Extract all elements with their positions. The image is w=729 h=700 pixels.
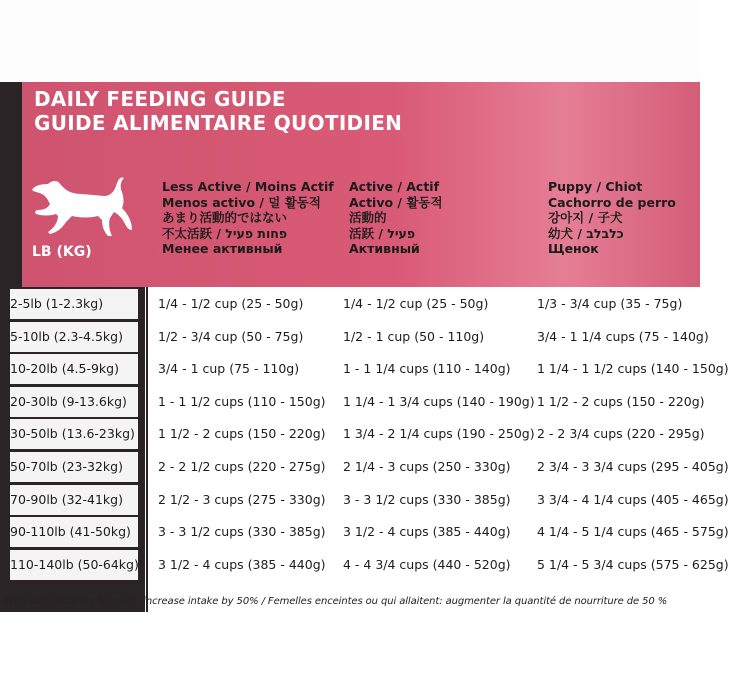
portion-cell-less-active: 1 1/2 - 2 cups (150 - 220g)	[158, 426, 326, 441]
column-header-line: Activo / 활동적	[349, 194, 443, 210]
weight-column-header: LB (KG)	[32, 244, 92, 260]
portion-cell-active: 1 1/4 - 1 3/4 cups (140 - 190g)	[343, 394, 535, 409]
portion-cell-puppy: 2 3/4 - 3 3/4 cups (295 - 405g)	[537, 459, 729, 474]
weight-range-label: 70-90lb (32-41kg)	[10, 485, 138, 515]
portion-cell-puppy: 5 1/4 - 5 3/4 cups (575 - 625g)	[537, 557, 729, 572]
column-header-line: Active / Actif	[349, 179, 440, 194]
feeding-guide-header	[22, 82, 700, 287]
column-header-line: あまり活動的ではない	[162, 210, 288, 225]
top-margin	[0, 0, 700, 82]
column-header-line: 活動的	[349, 210, 387, 225]
weight-range-label: 110-140lb (50-64kg)	[10, 550, 138, 580]
portion-cell-puppy: 1 1/4 - 1 1/2 cups (140 - 150g)	[537, 361, 729, 376]
title-french: GUIDE ALIMENTAIRE QUOTIDIEN	[34, 111, 403, 135]
portion-cell-less-active: 2 1/2 - 3 cups (275 - 330g)	[158, 492, 326, 507]
portion-cell-less-active: 3 - 3 1/2 cups (330 - 385g)	[158, 524, 326, 539]
column-divider	[140, 287, 143, 612]
column-header-line: Puppy / Chiot	[548, 179, 643, 194]
portion-cell-active: 1/4 - 1/2 cup (25 - 50g)	[343, 296, 489, 311]
portion-cell-active: 4 - 4 3/4 cups (440 - 520g)	[343, 557, 511, 572]
weight-range-label: 10-20lb (4.5-9kg)	[10, 354, 138, 384]
portion-cell-puppy: 2 - 2 3/4 cups (220 - 295g)	[537, 426, 705, 441]
column-header-line: Cachorro de perro	[548, 194, 676, 210]
weight-range-label: 90-110lb (41-50kg)	[10, 517, 138, 547]
column-header-puppy	[548, 179, 676, 257]
column-header-less-active	[162, 179, 334, 257]
portion-cell-less-active: 1/2 - 3/4 cup (50 - 75g)	[158, 329, 304, 344]
portion-cell-active: 1 - 1 1/4 cups (110 - 140g)	[343, 361, 511, 376]
portion-cell-puppy: 1 1/2 - 2 cups (150 - 220g)	[537, 394, 705, 409]
column-header-line: 活跃 / פעיל	[349, 225, 416, 241]
column-header-line: Активный	[349, 241, 420, 256]
title-english: DAILY FEEDING GUIDE	[34, 87, 286, 111]
portion-cell-active: 3 - 3 1/2 cups (330 - 385g)	[343, 492, 511, 507]
column-header-line: Menos activo / 덜 활동적	[162, 194, 321, 210]
dog-icon	[28, 170, 136, 242]
bottom-margin	[0, 612, 700, 700]
column-header-active	[349, 179, 443, 257]
weight-range-label: 50-70lb (23-32kg)	[10, 452, 138, 482]
portion-cell-active: 3 1/2 - 4 cups (385 - 440g)	[343, 524, 511, 539]
portion-cell-less-active: 3 1/2 - 4 cups (385 - 440g)	[158, 557, 326, 572]
weight-range-label: 2-5lb (1-2.3kg)	[10, 289, 138, 319]
column-header-line: 幼犬 / כלבלב	[548, 225, 624, 241]
column-header-line: Щенок	[548, 241, 599, 256]
footnote: Pregnant/lactating females: increase intake by 50% / Femelles enceintes ou qui allaitent: augmenter la quantité de nourriture de 50 %	[4, 596, 668, 607]
column-header-line: 不太活跃 / פחות פעיל	[162, 225, 288, 241]
column-divider	[146, 287, 148, 612]
portion-cell-less-active: 3/4 - 1 cup (75 - 110g)	[158, 361, 300, 376]
column-header-line: Менее активный	[162, 241, 283, 256]
column-header-line: Less Active / Moins Actif	[162, 179, 334, 194]
weight-range-label: 20-30lb (9-13.6kg)	[10, 387, 138, 417]
portion-cell-puppy: 4 1/4 - 5 1/4 cups (465 - 575g)	[537, 524, 729, 539]
portion-cell-active: 1/2 - 1 cup (50 - 110g)	[343, 329, 485, 344]
portion-cell-puppy: 3 3/4 - 4 1/4 cups (405 - 465g)	[537, 492, 729, 507]
column-header-line: 강아지 / 子犬	[548, 210, 623, 225]
weight-range-label: 5-10lb (2.3-4.5kg)	[10, 322, 138, 352]
weight-range-label: 30-50lb (13.6-23kg)	[10, 419, 138, 449]
portion-cell-puppy: 1/3 - 3/4 cup (35 - 75g)	[537, 296, 683, 311]
portion-cell-less-active: 1 - 1 1/2 cups (110 - 150g)	[158, 394, 326, 409]
portion-cell-less-active: 2 - 2 1/2 cups (220 - 275g)	[158, 459, 326, 474]
portion-cell-active: 2 1/4 - 3 cups (250 - 330g)	[343, 459, 511, 474]
portion-cell-less-active: 1/4 - 1/2 cup (25 - 50g)	[158, 296, 304, 311]
portion-cell-active: 1 3/4 - 2 1/4 cups (190 - 250g)	[343, 426, 535, 441]
portion-cell-puppy: 3/4 - 1 1/4 cups (75 - 140g)	[537, 329, 709, 344]
